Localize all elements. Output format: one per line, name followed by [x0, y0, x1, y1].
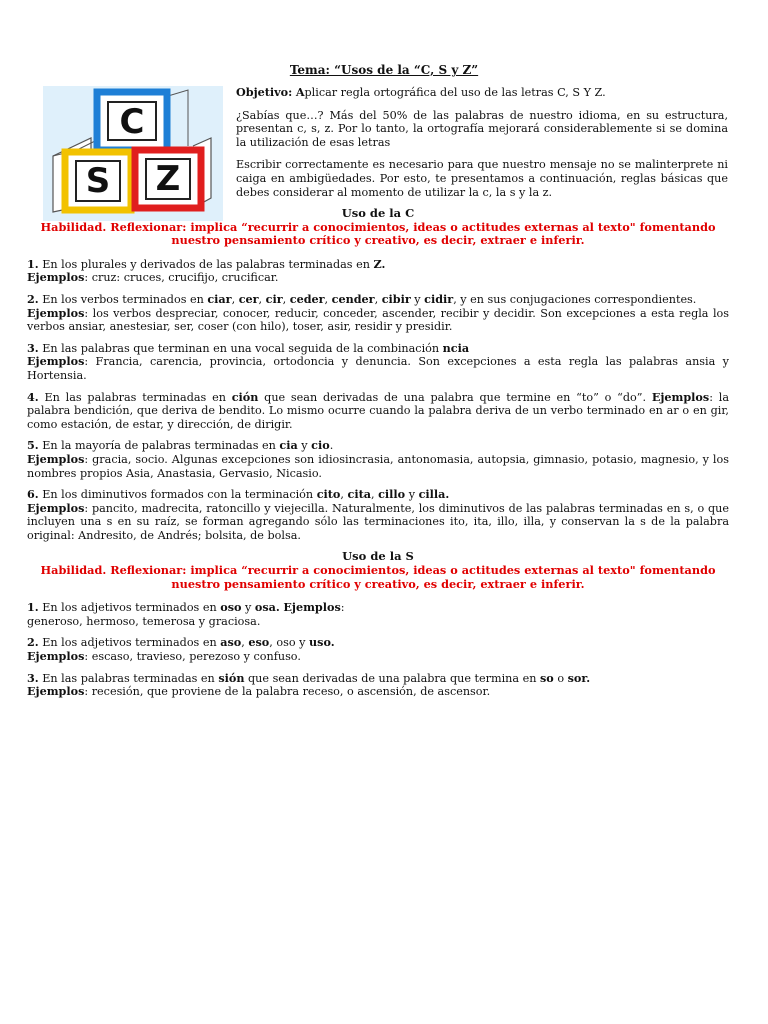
svg-text:S: S	[85, 161, 111, 201]
rule-c-3: 3. En las palabras que terminan en una vocal seguida de la combinación ncia Ejemplos: Francia, carencia, provincia, ortodoncia y denuncia. Son excepciones a esta regla las palabras ansia y Hortensia.	[27, 340, 729, 382]
rule-c-6: 6. En los diminutivos formados con la terminación cito, cita, cillo y cilla. Ejemplos: pancito, madrecita, ratoncillo y viejecilla. Naturalmente, los diminutivos de las palabras terminadas en s, o que incluyen una s en su raíz, se forman agregando sólo las terminaciones ito, ita, illo, illa, y conservan la s de la palabra original: Andresito, de Andrés; bolsita, de bolsa.	[27, 487, 729, 542]
escribir-paragraph: Escribir correctamente es necesario para que nuestro mensaje no se malinterprete ni caiga en ambigüedades. Por esto, te presentamos a continuación, reglas básicas que debes considerar al momento de utilizar la c, la s y la z.	[236, 158, 728, 199]
rule-s-2: 2. En los adjetivos terminados en aso, eso, oso y uso. Ejemplos: escaso, travieso, perezoso y confuso.	[27, 635, 335, 664]
svg-text:Z: Z	[155, 159, 181, 199]
csz-blocks-image	[43, 86, 223, 221]
rule-c-1: 1. En los plurales y derivados de las palabras terminadas en Z. Ejemplos: cruz: cruces, crucifijo, crucificar.	[27, 256, 386, 285]
rule-c-2: 2. En los verbos terminados en ciar, cer, cir, ceder, cender, cibir y cidir, y en sus conjugaciones correspondientes. Ejemplos: los verbos despreciar, conocer, reducir, conceder, ascender, recibir y decidir. Son excepciones a esta regla los verbos ansiar, anestesiar, ser, coser (con hilo), toser, asir, residir y presidir.	[27, 291, 729, 334]
section-c-title: Uso de la C	[341, 206, 415, 220]
svg-text:C: C	[119, 102, 145, 142]
skill-note-c: Habilidad. Reflexionar: implica “recurrir a conocimientos, ideas o actitudes externas al texto" fomentando nuestro pensamiento crítico y creativo, es decir, extraer e inferir.	[40, 219, 716, 248]
objective-paragraph: Objetivo: Aplicar regla ortográfica del uso de las letras C, S Y Z.	[236, 85, 606, 99]
section-s-title: Uso de la S	[342, 549, 414, 564]
sabias-paragraph: ¿Sabías que…? Más del 50% de las palabras de nuestro idioma, en su estructura, presentan c, s, z. Por lo tanto, la ortografía mejorará considerablemente si se domina la utilización de esas letras	[236, 108, 728, 149]
content-body	[27, 207, 729, 707]
intro-block	[236, 86, 728, 208]
rule-c-5: 5. En la mayoría de palabras terminadas en cia y cio. Ejemplos: gracia, socio. Algunas excepciones son idiosincrasia, antonomasia, autopsia, gimnasio, potasio, magnesio, y los nombres propios Asia, Anastasia, Gervasio, Nicasio.	[27, 438, 729, 480]
skill-note-s: Habilidad. Reflexionar: implica “recurrir a conocimientos, ideas o actitudes externas al texto" fomentando nuestro pensamiento crítico y creativo, es decir, extraer e inferir.	[40, 563, 716, 591]
rule-s-3: 3. En las palabras terminadas en sión que sean derivadas de una palabra que termina en so o sor. Ejemplos: recesión, que proviene de la palabra receso, o ascensión, de ascensor.	[27, 670, 591, 699]
rule-s-1: 1. En los adjetivos terminados en oso y osa. Ejemplos: generoso, hermoso, temerosa y graciosa.	[27, 600, 345, 628]
page-title: Tema: “Usos de la “C, S y Z”	[289, 63, 479, 77]
rule-c-4: 4. En las palabras terminadas en ción que sean derivadas de una palabra que termine en “to” o “do”. Ejemplos: la palabra bendición, que deriva de bendito. Lo mismo ocurre cuando la palabra deriva de un verbo terminado en ar o en gir, como estación, de estar, y dirección, de dirigir.	[27, 389, 730, 431]
